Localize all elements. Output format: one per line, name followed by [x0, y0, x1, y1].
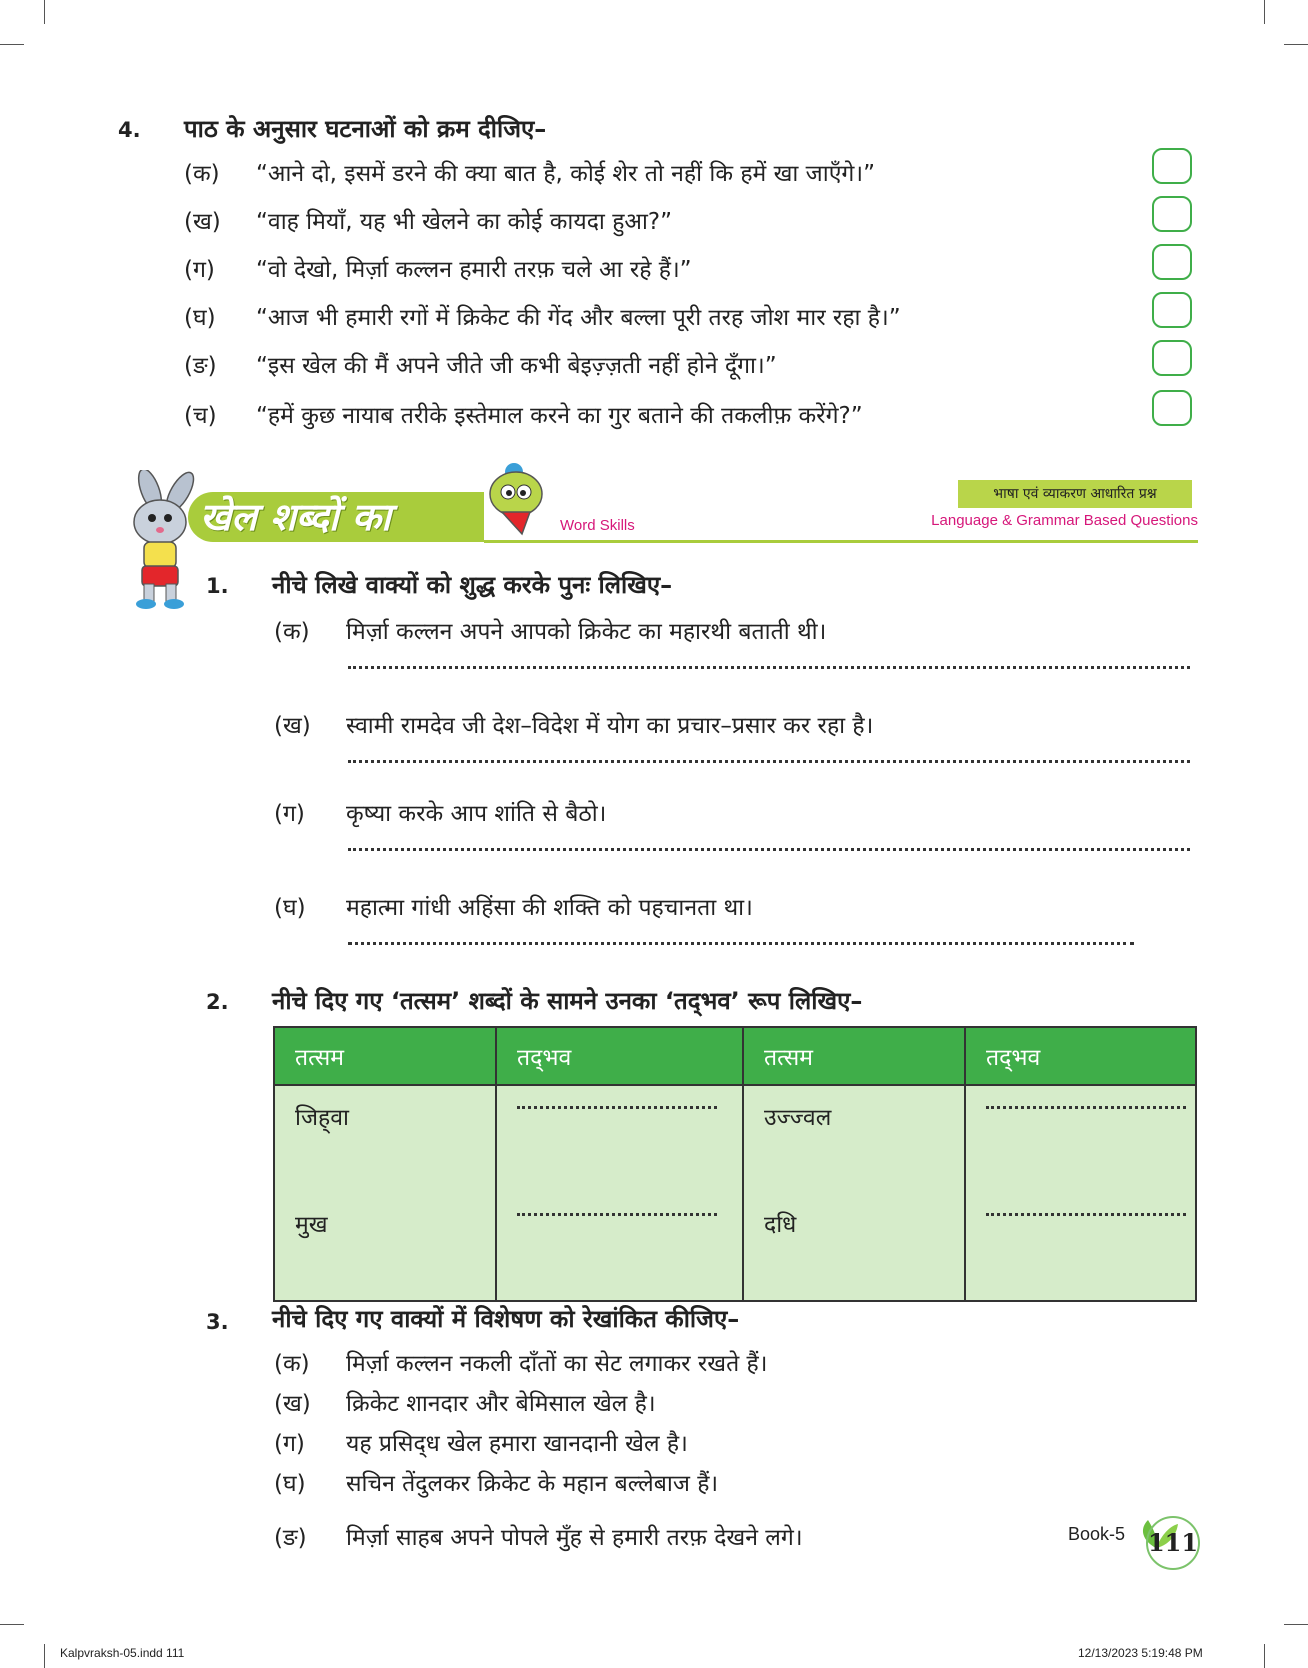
crop-mark [44, 1644, 45, 1668]
crop-mark [1284, 44, 1308, 45]
item-label: (घ) [274, 1471, 306, 1497]
answer-line[interactable] [348, 666, 1190, 669]
section-tag-hindi: भाषा एवं व्याकरण आधारित प्रश्न [958, 480, 1192, 508]
answer-box[interactable] [1152, 292, 1192, 328]
item-label: (च) [184, 403, 217, 429]
item-label: (घ) [184, 305, 216, 331]
q4-title: पाठ के अनुसार घटनाओं को क्रम दीजिए– [184, 115, 547, 143]
table-header-cell: तद्‌भव [965, 1027, 1196, 1085]
q4-number: 4. [118, 118, 141, 142]
footer-file: Kalpvraksh-05.indd 111 [60, 1646, 185, 1660]
tatsam-word: जिह्‌वा [274, 1085, 496, 1193]
tadbhav-answer[interactable] [965, 1085, 1196, 1193]
q3-item [274, 1520, 803, 1552]
item-label: (ख) [274, 1391, 311, 1417]
q4-item [184, 398, 863, 430]
table-header-cell: तत्सम [274, 1027, 496, 1085]
q1-item [274, 614, 826, 646]
table-row [274, 1193, 1196, 1301]
item-label: (ख) [274, 713, 311, 739]
section-subtitle: Word Skills [560, 517, 635, 534]
item-text: “वाह मियाँ, यह भी खेलने का कोई कायदा हुआ?” [256, 209, 673, 235]
item-text: मिर्ज़ा साहब अपने पोपले मुँह से हमारी तरफ़ देखने लगे। [346, 1525, 803, 1551]
tatsam-word: मुख [274, 1193, 496, 1301]
q1-item [274, 708, 873, 740]
q2-title: नीचे दिए गए ‘तत्सम’ शब्दों के सामने उनका ‘तद्‌भव’ रूप लिखिए– [272, 987, 863, 1015]
answer-line[interactable] [517, 1106, 717, 1109]
item-text: कृष्या करके आप शांति से बैठो। [346, 801, 607, 827]
item-text: सचिन तेंदुलकर क्रिकेट के महान बल्लेबाज हैं। [346, 1471, 719, 1497]
item-text: “इस खेल की मैं अपने जीते जी कभी बेइज़्ज़ती नहीं होने दूँगा।” [256, 353, 777, 379]
section-tag-english: Language & Grammar Based Questions [931, 512, 1198, 529]
footer-timestamp: 12/13/2023 5:19:48 PM [1078, 1646, 1203, 1660]
pencil-mascot-icon [480, 460, 554, 540]
answer-box[interactable] [1152, 244, 1192, 280]
item-label: (ङ) [274, 1525, 307, 1551]
answer-line[interactable] [348, 848, 1190, 851]
tatsam-word: उज्ज्वल [743, 1085, 965, 1193]
q3-number: 3. [206, 1310, 229, 1334]
answer-line[interactable] [986, 1106, 1186, 1109]
item-label: (क) [274, 1351, 310, 1377]
q4-item [184, 156, 875, 188]
crop-mark [1284, 1624, 1308, 1625]
item-label: (क) [184, 161, 220, 187]
item-label: (ङ) [184, 353, 217, 379]
item-text: क्रिकेट शानदार और बेमिसाल खेल है। [346, 1391, 656, 1417]
q1-number: 1. [206, 574, 229, 598]
q3-item [274, 1346, 767, 1378]
table-header-cell: तद्‌भव [496, 1027, 743, 1085]
item-text: “आज भी हमारी रगों में क्रिकेट की गेंद और बल्ला पूरी तरह जोश मार रहा है।” [256, 305, 901, 331]
answer-box[interactable] [1152, 148, 1192, 184]
table-header-row [274, 1027, 1196, 1085]
answer-box[interactable] [1152, 340, 1192, 376]
answer-line[interactable] [986, 1213, 1186, 1216]
item-text: “वो देखो, मिर्ज़ा कल्लन हमारी तरफ़ चले आ रहे हैं।” [256, 257, 692, 283]
book-label: Book-5 [1068, 1524, 1126, 1544]
item-text: महात्मा गांधी अहिंसा की शक्ति को पहचानता था। [346, 895, 753, 921]
tatsam-tadbhav-table [273, 1026, 1197, 1302]
answer-line[interactable] [517, 1213, 717, 1216]
q1-item [274, 796, 606, 828]
crop-mark [1264, 1644, 1265, 1668]
q3-item [274, 1426, 688, 1458]
item-text: यह प्रसिद्‌ध खेल हमारा खानदानी खेल है। [346, 1431, 688, 1457]
section-title: खेल शब्दों का [200, 495, 391, 539]
item-label: (ग) [274, 1431, 305, 1457]
answer-line[interactable] [348, 942, 1134, 945]
item-label: (घ) [274, 895, 306, 921]
crop-mark [0, 44, 24, 45]
item-label: (क) [274, 619, 310, 645]
q3-title: नीचे दिए गए वाक्यों में विशेषण को रेखांकित कीजिए– [272, 1305, 740, 1333]
item-text: मिर्ज़ा कल्लन अपने आपको क्रिकेट का महारथी बताती थी। [346, 619, 827, 645]
item-label: (ग) [274, 801, 305, 827]
crop-mark [1264, 0, 1265, 24]
item-text: “हमें कुछ नायाब तरीके इस्तेमाल करने का गुर बताने की तकलीफ़ करेंगे?” [256, 403, 863, 429]
tadbhav-answer[interactable] [965, 1193, 1196, 1301]
table-row [274, 1085, 1196, 1193]
table-header-cell: तत्सम [743, 1027, 965, 1085]
answer-box[interactable] [1152, 196, 1192, 232]
item-text: “आने दो, इसमें डरने की क्या बात है, कोई शेर तो नहीं कि हमें खा जाएँगे।” [256, 161, 875, 187]
tadbhav-answer[interactable] [496, 1193, 743, 1301]
q1-item [274, 890, 753, 922]
answer-line[interactable] [348, 760, 1190, 763]
tatsam-word: दधि [743, 1193, 965, 1301]
rabbit-mascot-icon [110, 470, 206, 610]
q1-title: नीचे लिखे वाक्यों को शुद्ध करके पुनः लिखिए– [272, 571, 673, 599]
q3-item [274, 1466, 718, 1498]
answer-box[interactable] [1152, 390, 1192, 426]
q4-item [184, 300, 901, 332]
q2-number: 2. [206, 990, 229, 1014]
section-rule [484, 540, 1198, 543]
q4-item [184, 204, 672, 236]
q3-item [274, 1386, 656, 1418]
q4-item [184, 252, 692, 284]
item-label: (ख) [184, 209, 221, 235]
item-label: (ग) [184, 257, 215, 283]
item-text: मिर्ज़ा कल्लन नकली दाँतों का सेट लगाकर रखते हैं। [346, 1351, 768, 1377]
crop-mark [0, 1624, 24, 1625]
crop-mark [44, 0, 45, 24]
item-text: स्वामी रामदेव जी देश–विदेश में योग का प्रचार–प्रसार कर रहा है। [346, 713, 874, 739]
q4-item [184, 348, 777, 380]
page-number: 111 [1147, 1528, 1199, 1557]
tadbhav-answer[interactable] [496, 1085, 743, 1193]
